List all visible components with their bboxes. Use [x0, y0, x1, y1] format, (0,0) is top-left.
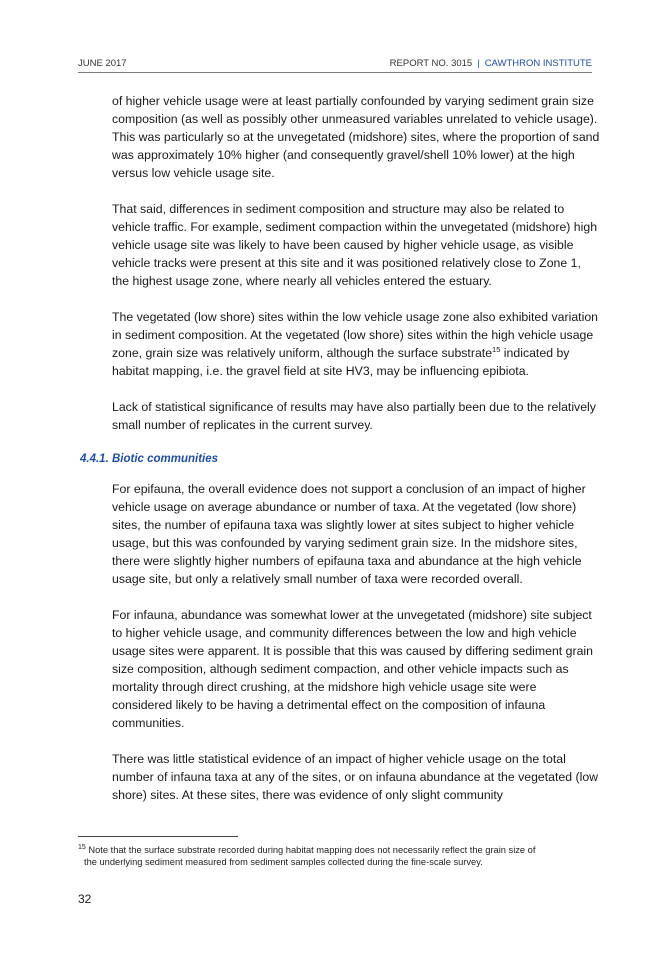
page-number: 32 [78, 892, 92, 906]
header-separator: | [477, 58, 480, 69]
paragraph-4: Lack of statistical significance of results may have also partially been due to the relatively small number of replicates in the current survey. [112, 400, 596, 432]
footnote-text-cont: the underlying sediment measured from sediment samples collected during the fine-scale survey. [84, 857, 483, 867]
page-header [78, 56, 592, 73]
paragraph-6: For infauna, abundance was somewhat lower at the unvegetated (midshore) site subject to higher vehicle usage, and community differences between the low and high vehicle usage sites were apparent. It is possible that this was caused by differing sediment grain size composition, although sediment compaction, and other vehicle impacts such as mortality through direct crushing, at the midshore high vehicle usage site were considered likely to be having a detrimental effect on the composition of infauna communities. [112, 608, 593, 730]
paragraph-7: There was little statistical evidence of an impact of higher vehicle usage on the total number of infauna taxa at any of the sites, or on infauna abundance at the vegetated (low shore) sites. At these sites, there was evidence of only slight community [112, 752, 599, 802]
header-institute: CAWTHRON INSTITUTE [484, 58, 592, 69]
footnote-reference: 15 [492, 344, 501, 354]
footnote-number: 15 [78, 843, 86, 851]
header-report-number: REPORT NO. 3015 [389, 58, 473, 69]
paragraph-3-text: The vegetated (low shore) sites within the low vehicle usage zone also exhibited variation in sediment composition. At the vegetated (low shore) sites within the high vehicle usage zone, grain size was relatively uniform, although the surface substrate [112, 310, 598, 360]
paragraph-1: of higher vehicle usage were at least partially confounded by varying sediment grain size composition (as well as possibly other unmeasured variables unrelated to vehicle usage). This was particularly so at the unvegetated (midshore) sites, where the proportion of sand was approximately 10% higher (and consequently gravel/shell 10% lower) at the high versus low vehicle usage site. [112, 94, 600, 180]
header-date: JUNE 2017 [78, 58, 127, 69]
footnote-text: Note that the surface substrate recorded during habitat mapping does not necessarily reflect the grain size of [88, 845, 536, 855]
header-report-info [390, 58, 592, 69]
paragraph-5: For epifauna, the overall evidence does not support a conclusion of an impact of higher vehicle usage on average abundance or number of taxa. At the vegetated (low shore) sites, the number of epifauna taxa was slightly lower at sites subject to higher vehicle usage, but this was confounded by varying sediment grain size. In the midshore sites, there were slightly higher numbers of epifauna taxa and abundance at the high vehicle usage site, but only a relatively small number of taxa were recorded overall. [112, 482, 586, 586]
section-subheading: 4.4.1. Biotic communities [80, 453, 219, 465]
footnote-divider [78, 836, 238, 837]
page-body [80, 92, 600, 822]
paragraph-3 [112, 308, 600, 380]
footnote [78, 844, 598, 868]
paragraph-3-text-cont: indicated by habitat mapping, i.e. the gravel field at site HV3, may be influencing epibiota. [112, 346, 570, 378]
paragraph-2: That said, differences in sediment composition and structure may also be related to vehicle traffic. For example, sediment compaction within the unvegetated (midshore) high vehicle usage site was likely to have been caused by higher vehicle usage, as visible vehicle tracks were present at this site and it was positioned relatively close to Zone 1, the highest usage zone, where nearly all vehicles entered the estuary. [112, 202, 598, 288]
